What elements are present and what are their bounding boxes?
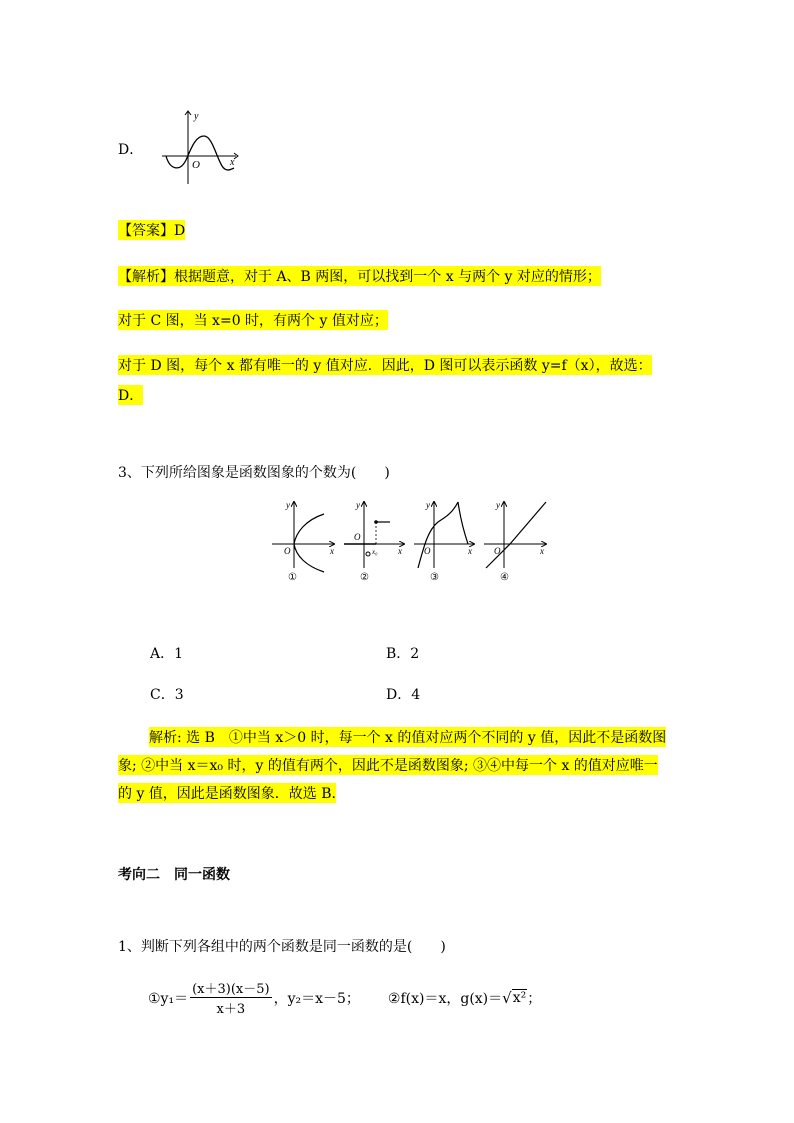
question-3-stem: 3、下列所给图象是函数图象的个数为( ) bbox=[118, 465, 390, 481]
open-point bbox=[366, 552, 370, 556]
x-axis-label: x bbox=[230, 157, 235, 168]
origin-label: O bbox=[192, 159, 200, 171]
analysis-line-4: D． bbox=[118, 385, 143, 405]
sqrt-radicand: x² bbox=[512, 989, 527, 1006]
curve-3-left bbox=[418, 502, 458, 568]
analysis-line-3: 对于 D 图，每个 x 都有唯一的 y 值对应．因此，D 图可以表示函数 y=f（x），故选： bbox=[118, 355, 652, 375]
graph-1 bbox=[272, 500, 334, 583]
analysis-label: 【解析】 bbox=[118, 269, 174, 285]
answer-value: D bbox=[174, 223, 186, 239]
svg-text:y: y bbox=[426, 500, 430, 510]
graph-2 bbox=[344, 500, 404, 583]
svg-text:O: O bbox=[284, 546, 291, 556]
svg-text:y: y bbox=[356, 500, 360, 510]
graph-3-label: ③ bbox=[430, 572, 439, 583]
fraction-denominator: x＋3 bbox=[216, 1002, 246, 1017]
option-d-label: D． bbox=[118, 142, 144, 158]
item-1-suffix: ，y₂＝x－5； bbox=[273, 990, 360, 1007]
option-d: D．4 bbox=[386, 687, 421, 703]
option-c: C．3 bbox=[150, 687, 184, 703]
option-b: B．2 bbox=[386, 646, 420, 662]
sqrt-icon: √ bbox=[502, 988, 512, 1007]
answer-label: 【答案】 bbox=[118, 223, 174, 239]
svg-text:x: x bbox=[468, 546, 472, 556]
graph-4-label: ④ bbox=[500, 572, 509, 583]
svg-text:y: y bbox=[496, 500, 500, 510]
item-2-prefix: ②f(x)＝x，g(x)＝ bbox=[387, 990, 503, 1007]
svg-text:x: x bbox=[540, 546, 544, 556]
fraction bbox=[190, 978, 272, 1017]
svg-text:O: O bbox=[494, 546, 501, 556]
question-1-items bbox=[148, 978, 541, 1017]
answer-line bbox=[118, 220, 185, 240]
curve-1 bbox=[294, 514, 324, 572]
question-3-figures bbox=[268, 496, 558, 586]
svg-text:x: x bbox=[398, 546, 402, 556]
section-title: 考向二 同一函数 bbox=[118, 867, 230, 883]
svg-text:O: O bbox=[354, 532, 361, 542]
analysis-line-1: 【解析】根据题意，对于 A、B 两图，可以找到一个 x 与两个 y 对应的情形； bbox=[118, 266, 601, 286]
option-d-graph bbox=[160, 108, 242, 188]
analysis-line-2: 对于 C 图，当 x=0 时，有两个 y 值对应； bbox=[118, 310, 388, 330]
item-2-suffix: ； bbox=[527, 990, 542, 1007]
fraction-numerator: (x＋3)(x－5) bbox=[190, 978, 272, 998]
option-a: A．1 bbox=[150, 646, 184, 662]
q3-explanation-line-3: 的 y 值，因此是函数图象．故选 B. bbox=[118, 783, 336, 803]
graph-3 bbox=[414, 500, 474, 583]
graph-1-label: ① bbox=[288, 572, 297, 583]
svg-text:x: x bbox=[330, 546, 334, 556]
curve-3-right bbox=[458, 502, 468, 544]
x0-label: x₀ bbox=[372, 548, 378, 556]
graph-2-label: ② bbox=[360, 572, 369, 583]
q3-explanation-line-1: 解析: 选 B ①中当 x＞0 时，每一个 x 的值对应两个不同的 y 值，因此不是函数图 bbox=[149, 727, 666, 747]
svg-text:O: O bbox=[424, 546, 431, 556]
sqrt-expression bbox=[502, 989, 527, 1007]
line-4-right bbox=[510, 502, 546, 544]
curve-d bbox=[166, 136, 234, 170]
item-1-prefix: ①y₁＝ bbox=[148, 990, 189, 1007]
q3-explanation-line-2: 象; ②中当 x＝x₀ 时，y 的值有两个，因此不是函数图象; ③④中每一个 x 的值对应唯一 bbox=[118, 755, 658, 775]
graph-4 bbox=[484, 500, 546, 583]
y-axis-label: y bbox=[194, 111, 199, 122]
svg-text:y: y bbox=[286, 500, 290, 510]
question-1-stem: 1、判断下列各组中的两个函数是同一函数的是( ) bbox=[118, 939, 446, 955]
